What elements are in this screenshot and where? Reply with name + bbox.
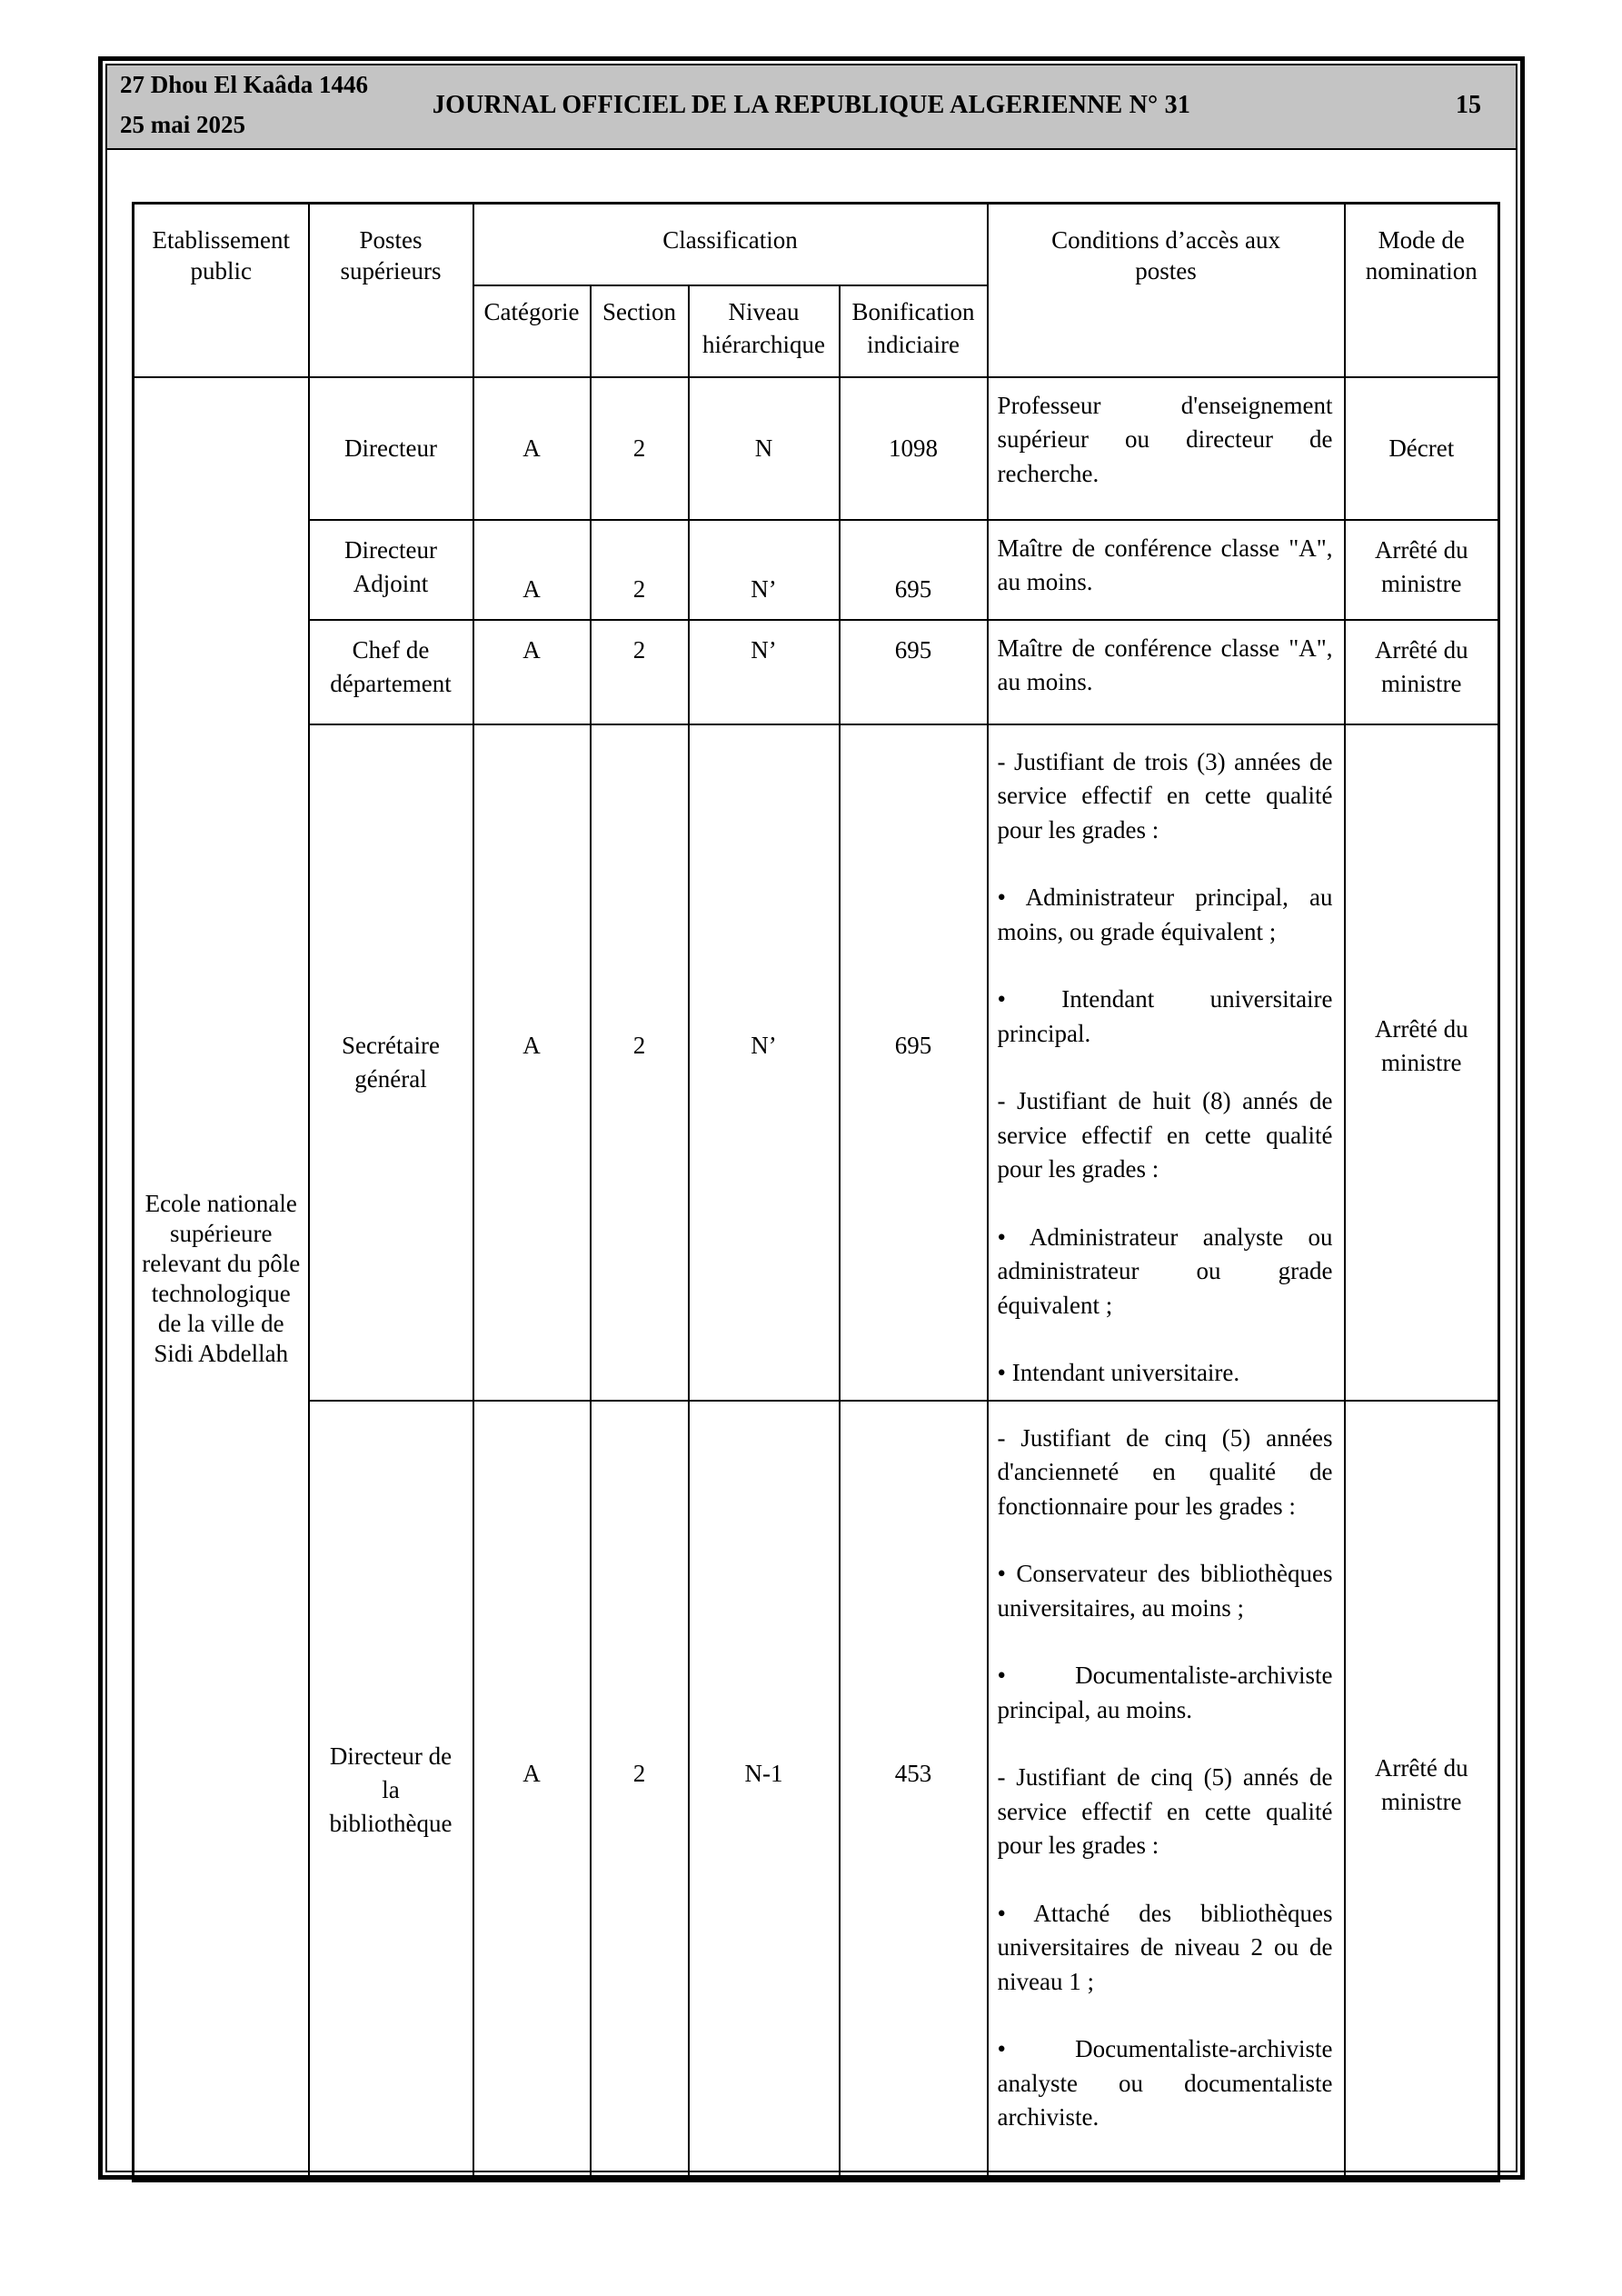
header-date-hijri: 27 Dhou El Kaâda 1446 xyxy=(120,71,369,98)
niveau-cell: N’ xyxy=(689,620,840,724)
bonification-cell: 1098 xyxy=(840,377,988,520)
section-cell: 2 xyxy=(591,724,689,1401)
poste-cell: Directeur Adjoint xyxy=(309,520,473,620)
poste-cell: Directeur de la bibliothèque xyxy=(309,1401,473,2181)
header-postes: Postes supérieurs xyxy=(309,204,473,377)
condition-line: Professeur d'enseignement supérieur ou directeur de recherche. xyxy=(997,391,1333,487)
header-section: Section xyxy=(591,285,689,377)
header-categorie: Catégorie xyxy=(473,285,591,377)
niveau-cell: N xyxy=(689,377,840,520)
condition-line: • Intendant universitaire principal. xyxy=(997,985,1333,1047)
categorie-cell: A xyxy=(473,377,591,520)
mode-cell: Arrêté du ministre xyxy=(1345,1401,1499,2181)
poste-cell: Secrétaire général xyxy=(309,724,473,1401)
header-classification: Classification xyxy=(473,204,988,285)
conditions-cell xyxy=(988,520,1345,620)
condition-line: • Intendant universitaire. xyxy=(997,1359,1240,1386)
condition-line: • Conservateur des bibliothèques universitaires, au moins ; xyxy=(997,1560,1333,1622)
condition-line: - Justifiant de trois (3) années de service effectif en cette qualité pour les grades : xyxy=(997,747,1333,844)
categorie-cell: A xyxy=(473,620,591,724)
conditions-cell xyxy=(988,377,1345,520)
journal-title: JOURNAL OFFICIEL DE LA REPUBLIQUE ALGERIENNE N° 31 xyxy=(432,91,1191,119)
bonification-cell: 695 xyxy=(840,620,988,724)
header-mode: Mode de nomination xyxy=(1345,204,1499,377)
bonification-cell: 695 xyxy=(840,724,988,1401)
condition-line: Maître de conférence classe "A", au moins. xyxy=(997,534,1333,595)
section-cell: 2 xyxy=(591,1401,689,2181)
journal-header xyxy=(107,65,1516,150)
header-bonification: Bonification indiciaire xyxy=(840,285,988,377)
categorie-cell: A xyxy=(473,520,591,620)
header-date-gregorian: 25 mai 2025 xyxy=(120,111,245,138)
mode-cell: Arrêté du ministre xyxy=(1345,724,1499,1401)
condition-line: - Justifiant de cinq (5) années d'ancienneté en qualité de fonctionnaire pour les grades : xyxy=(997,1423,1333,1520)
page-number: 15 xyxy=(1456,91,1481,119)
table-row xyxy=(134,620,1499,724)
condition-line: - Justifiant de cinq (5) annés de service effectif en cette qualité pour les grades : xyxy=(997,1763,1333,1859)
poste-cell: Directeur xyxy=(309,377,473,520)
bonification-cell: 453 xyxy=(840,1401,988,2181)
etablissement-cell: Ecole nationale supérieure relevant du pôle technologique de la ville de Sidi Abdellah xyxy=(134,377,309,2181)
categorie-cell: A xyxy=(473,724,591,1401)
condition-line: • Documentaliste-archiviste principal, au moins. xyxy=(997,1662,1333,1723)
postes-superieurs-table xyxy=(132,202,1500,2182)
section-cell: 2 xyxy=(591,377,689,520)
conditions-cell xyxy=(988,724,1345,1401)
condition-line: Maître de conférence classe "A", au moins. xyxy=(997,634,1333,695)
mode-cell: Décret xyxy=(1345,377,1499,520)
niveau-cell: N’ xyxy=(689,724,840,1401)
section-cell: 2 xyxy=(591,620,689,724)
header-etablissement: Etablissement public xyxy=(134,204,309,377)
categorie-cell: A xyxy=(473,1401,591,2181)
condition-line: • Administrateur principal, au moins, ou grade équivalent ; xyxy=(997,883,1333,945)
conditions-cell xyxy=(988,1401,1345,2181)
condition-line: • Attaché des bibliothèques universitaires de niveau 2 ou de niveau 1 ; xyxy=(997,1899,1333,1995)
section-cell: 2 xyxy=(591,520,689,620)
mode-cell: Arrêté du ministre xyxy=(1345,520,1499,620)
table-header-row-1 xyxy=(134,204,1499,285)
table-row xyxy=(134,377,1499,520)
niveau-cell: N’ xyxy=(689,520,840,620)
condition-line: - Justifiant de huit (8) annés de service effectif en cette qualité pour les grades : xyxy=(997,1087,1333,1183)
condition-line: • Documentaliste-archiviste analyste ou documentaliste archiviste. xyxy=(997,2035,1333,2131)
poste-cell: Chef de département xyxy=(309,620,473,724)
niveau-cell: N-1 xyxy=(689,1401,840,2181)
table-row xyxy=(134,520,1499,620)
table-row xyxy=(134,1401,1499,2181)
header-conditions: Conditions d’accès aux postes xyxy=(988,204,1345,377)
conditions-cell xyxy=(988,620,1345,724)
mode-cell: Arrêté du ministre xyxy=(1345,620,1499,724)
header-niveau: Niveau hiérarchique xyxy=(689,285,840,377)
condition-line: • Administrateur analyste ou administrateur ou grade équivalent ; xyxy=(997,1223,1333,1319)
table-row xyxy=(134,724,1499,1401)
bonification-cell: 695 xyxy=(840,520,988,620)
